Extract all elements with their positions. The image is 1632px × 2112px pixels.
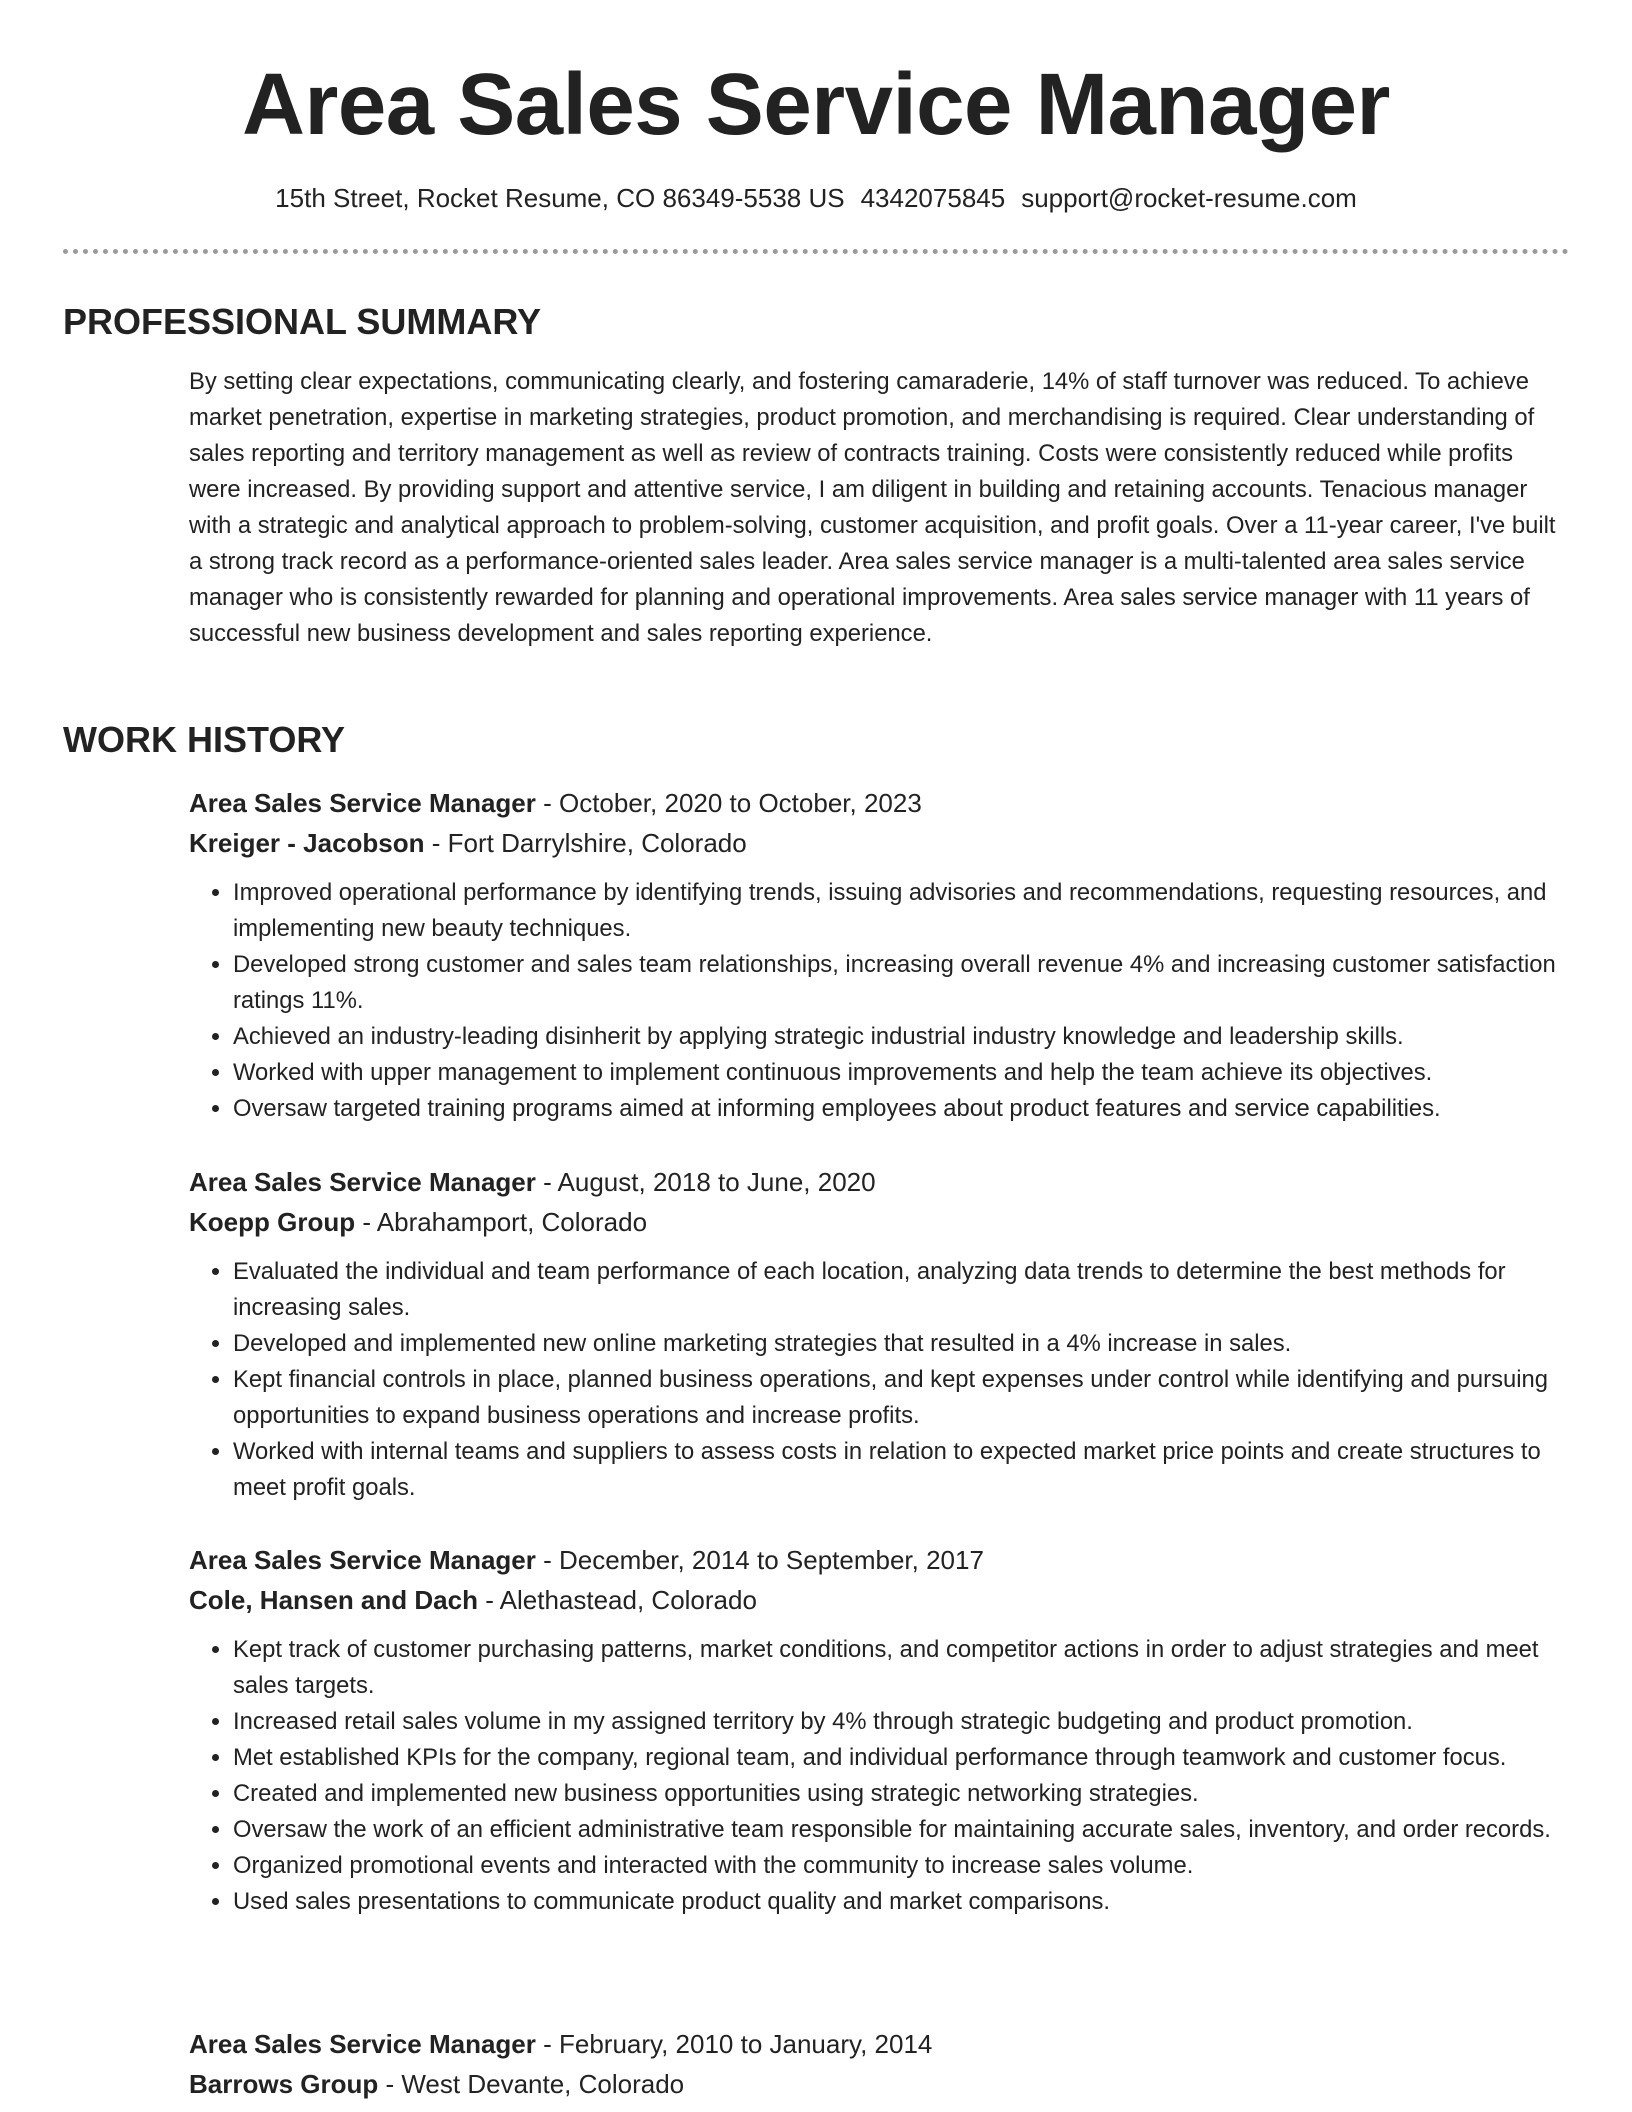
job-bullet: • Developed strong customer and sales team relationships, increasing overall revenue 4% and increasing customer satisfaction ratings 11%. (233, 947, 1574, 1019)
contact-email: support@rocket-resume.com (1021, 183, 1357, 213)
job-entry (189, 1540, 1574, 1920)
job-bullet: • Organized promotional events and interacted with the community to increase sales volume. (233, 1848, 1574, 1884)
summary-text: By setting clear expectations, communicating clearly, and fostering camaraderie, 14% of staff turnover was reduced. To achieve market penetration, expertise in marketing strategies, product promotion, and merchandising is required. Clear understanding of sales reporting and territory management as well as review of contracts training. Costs were consistently reduced while profits were increased. By providing support and attentive service, I am diligent in building and retaining accounts. Tenacious manager with a strategic and analytical approach to problem-solving, customer acquisition, and profit goals. Over a 11-year career, I've built a strong track record as a performance-oriented sales leader. Area sales service manager is a multi-talented area sales service manager who is consistently rewarded for planning and operational improvements. Area sales service manager with 11 years of successful new business development and sales reporting experience. (189, 368, 1556, 647)
job-entry (189, 2024, 1574, 2104)
job-bullet: • Achieved an industry-leading disinherit by applying strategic industrial industry knowledge and leadership skills. (233, 1019, 1574, 1055)
job-company: Barrows Group (189, 2069, 379, 2099)
job-bullet: • Evaluated the individual and team performance of each location, analyzing data trends to determine the best methods for increasing sales. (233, 1254, 1574, 1326)
job-title: Area Sales Service Manager (189, 1167, 536, 1197)
job-location: - Abrahamport, Colorado (355, 1207, 648, 1237)
job-title-line (189, 2024, 1574, 2064)
job-bullets (189, 1254, 1574, 1506)
job-dates: - August, 2018 to June, 2020 (535, 1167, 876, 1197)
job-bullets (189, 875, 1574, 1127)
job-company-line (189, 1202, 1574, 1242)
job-bullet: • Created and implemented new business opportunities using strategic networking strategies. (233, 1776, 1574, 1812)
job-title: Area Sales Service Manager (189, 2029, 536, 2059)
job-bullet: • Developed and implemented new online marketing strategies that resulted in a 4% increase in sales. (233, 1326, 1574, 1362)
job-title-line (189, 783, 1574, 823)
job-title-line (189, 1162, 1574, 1202)
job-company-line (189, 2064, 1574, 2104)
header-divider (63, 249, 1569, 254)
job-company-line (189, 823, 1574, 863)
job-dates: - February, 2010 to January, 2014 (535, 2029, 933, 2059)
job-bullet: • Improved operational performance by identifying trends, issuing advisories and recommendations, requesting resources, and implementing new beauty techniques. (233, 875, 1574, 947)
contact-address: 15th Street, Rocket Resume, CO 86349-5538 US (275, 183, 845, 213)
resume-name: Area Sales Service Manager (242, 56, 1390, 153)
job-entry (189, 783, 1574, 1127)
job-bullet: • Met established KPIs for the company, regional team, and individual performance through teamwork and customer focus. (233, 1740, 1574, 1776)
job-bullet: • Worked with upper management to implement continuous improvements and help the team achieve its objectives. (233, 1055, 1574, 1091)
job-bullet: • Oversaw targeted training programs aimed at informing employees about product features and service capabilities. (233, 1091, 1574, 1127)
job-bullet: • Kept financial controls in place, planned business operations, and kept expenses under control while identifying and pursuing opportunities to expand business operations and increase profits. (233, 1362, 1574, 1434)
job-company: Koepp Group (189, 1207, 356, 1237)
job-bullet: • Increased retail sales volume in my assigned territory by 4% through strategic budgeting and product promotion. (233, 1704, 1574, 1740)
job-location: - West Devante, Colorado (378, 2069, 685, 2099)
job-bullets (189, 1632, 1574, 1920)
job-title-line (189, 1540, 1574, 1580)
job-bullet: • Worked with internal teams and suppliers to assess costs in relation to expected market price points and create structures to meet profit goals. (233, 1434, 1574, 1506)
job-dates: - October, 2020 to October, 2023 (535, 788, 922, 818)
job-title: Area Sales Service Manager (189, 788, 536, 818)
job-bullet: • Kept track of customer purchasing patterns, market conditions, and competitor actions in order to adjust strategies and meet sales targets. (233, 1632, 1574, 1704)
job-bullet: • Oversaw the work of an efficient administrative team responsible for maintaining accurate sales, inventory, and order records. (233, 1812, 1574, 1848)
contact-phone: 4342075845 (860, 183, 1006, 213)
summary-heading: PROFESSIONAL SUMMARY (63, 301, 542, 342)
job-company-line (189, 1580, 1574, 1620)
job-dates: - December, 2014 to September, 2017 (535, 1545, 984, 1575)
job-location: - Alethastead, Colorado (477, 1585, 757, 1615)
job-bullet: • Used sales presentations to communicate product quality and market comparisons. (233, 1884, 1574, 1920)
job-title: Area Sales Service Manager (189, 1545, 536, 1575)
work-history-heading: WORK HISTORY (63, 719, 346, 760)
job-company: Kreiger - Jacobson (189, 828, 425, 858)
contact-line (0, 180, 1632, 216)
job-company: Cole, Hansen and Dach (189, 1585, 478, 1615)
job-location: - Fort Darrylshire, Colorado (424, 828, 747, 858)
job-entry (189, 1162, 1574, 1506)
